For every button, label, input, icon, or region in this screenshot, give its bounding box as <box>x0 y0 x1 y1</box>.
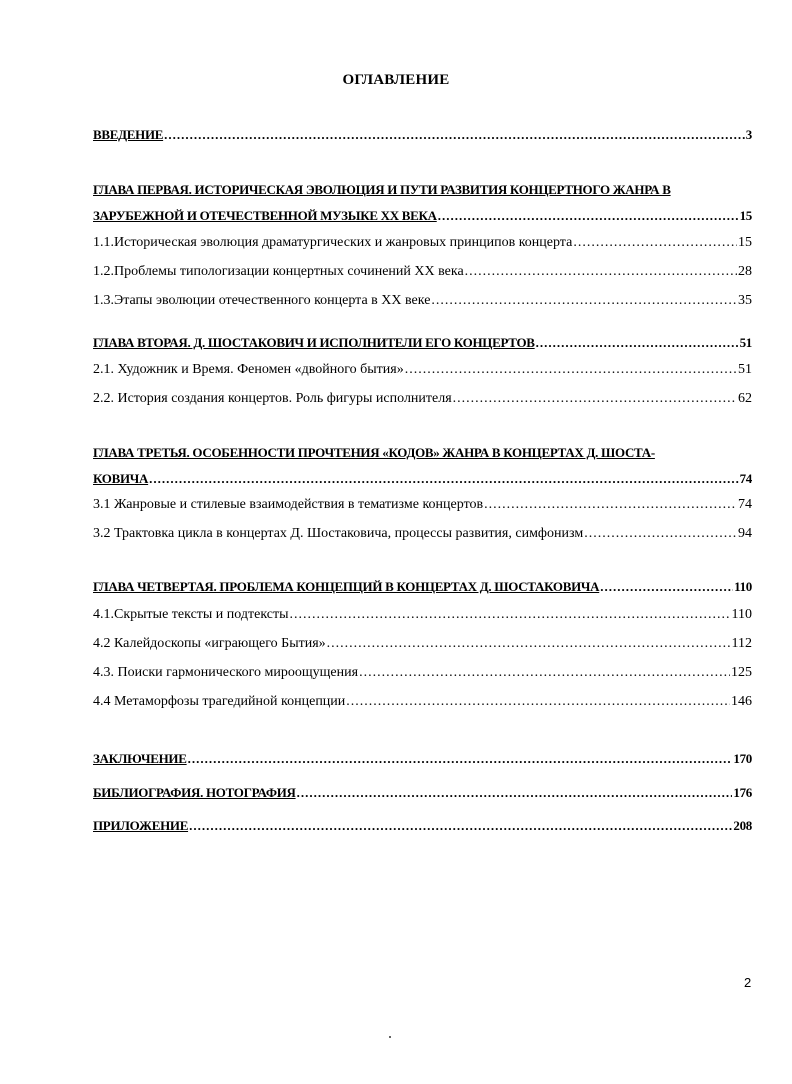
dot-leader <box>465 264 737 280</box>
toc-chapter-4[interactable] <box>93 579 752 595</box>
toc-section-4-3[interactable] <box>93 665 752 681</box>
toc-entry-text: 1.2.Проблемы типологизации концертных сочинений XX века <box>93 264 464 279</box>
dot-leader <box>359 665 730 681</box>
toc-entry-page: 35 <box>738 293 752 308</box>
toc-section-1-1[interactable] <box>93 235 752 251</box>
toc-entry-page: 146 <box>731 694 752 709</box>
toc-section-4-4[interactable] <box>93 694 752 710</box>
toc-entry-page: 15 <box>739 208 752 223</box>
toc-section-4-2[interactable] <box>93 636 752 652</box>
toc-entry-page: 110 <box>734 579 752 594</box>
toc-section-1-2[interactable] <box>93 264 752 280</box>
toc-entry-page: 51 <box>738 362 752 377</box>
toc-entry-page: 110 <box>731 607 752 622</box>
toc-entry-page: 112 <box>731 636 752 651</box>
toc-chapter-2[interactable] <box>93 335 752 351</box>
dot-leader <box>431 293 737 309</box>
toc-entry-page: 15 <box>738 235 752 250</box>
toc-entry-page: 74 <box>739 471 752 486</box>
toc-entry-conclusion[interactable] <box>93 751 752 767</box>
dot-leader <box>453 391 737 407</box>
toc-entry-text: 2.2. История создания концертов. Роль фигуры исполнителя <box>93 391 452 406</box>
dot-leader <box>149 471 738 487</box>
toc-entry-text: ГЛАВА ВТОРАЯ. Д. ШОСТАКОВИЧ И ИСПОЛНИТЕЛИ ЕГО КОНЦЕРТОВ <box>93 335 535 350</box>
toc-section-2-2[interactable] <box>93 391 752 407</box>
toc-chapter-3-title-line-2[interactable] <box>93 471 752 487</box>
toc-chapter-1-title-line-2[interactable] <box>93 208 752 224</box>
dot-leader <box>573 235 737 251</box>
toc-chapter-3-title-line-1[interactable] <box>93 445 752 461</box>
toc-section-4-1[interactable] <box>93 607 752 623</box>
dot-leader <box>438 208 739 224</box>
toc-entry-text: 1.1.Историческая эволюция драматургических и жанровых принципов концерта <box>93 235 573 250</box>
toc-section-3-2[interactable] <box>93 526 752 542</box>
toc-entry-page: 170 <box>733 751 752 766</box>
toc-section-3-1[interactable] <box>93 497 752 513</box>
dot-leader <box>584 526 737 542</box>
toc-entry-text: ГЛАВА ТРЕТЬЯ. ОСОБЕННОСТИ ПРОЧТЕНИЯ «КОДОВ» ЖАНРА В КОНЦЕРТАХ Д. ШОСТА- <box>93 445 655 460</box>
toc-entry-page: 208 <box>733 818 752 833</box>
dot-leader <box>297 785 733 801</box>
dot-leader <box>290 607 731 623</box>
dot-leader <box>346 694 730 710</box>
toc-entry-text: 2.1. Художник и Время. Феномен «двойного бытия» <box>93 362 404 377</box>
toc-entry-page: 74 <box>738 497 752 512</box>
toc-entry-text: ГЛАВА ЧЕТВЕРТАЯ. ПРОБЛЕМА КОНЦЕПЦИЙ В КОНЦЕРТАХ Д. ШОСТАКОВИЧА <box>93 579 600 594</box>
dot-leader <box>188 751 733 767</box>
toc-entry-text: 4.1.Скрытые тексты и подтексты <box>93 607 289 622</box>
toc-entry-appendix[interactable] <box>93 818 752 834</box>
toc-entry-page: 176 <box>733 785 752 800</box>
dot-leader <box>189 818 732 834</box>
toc-entry-page: 3 <box>745 127 752 142</box>
toc-entry-text: ПРИЛОЖЕНИЕ <box>93 818 189 833</box>
toc-entry-page: 28 <box>738 264 752 279</box>
toc-entry-page: 125 <box>731 665 752 680</box>
toc-entry-text: 4.3. Поиски гармонического мироощущения <box>93 665 359 680</box>
scan-speck <box>389 1036 391 1038</box>
toc-entry-text: ЗАРУБЕЖНОЙ И ОТЕЧЕСТВЕННОЙ МУЗЫКЕ XX ВЕКА <box>93 208 437 223</box>
toc-section-1-3[interactable] <box>93 293 752 309</box>
dot-leader <box>164 127 745 143</box>
toc-entry-page: 51 <box>739 335 752 350</box>
toc-entry-text: БИБЛИОГРАФИЯ. НОТОГРАФИЯ <box>93 785 296 800</box>
toc-entry-page: 62 <box>738 391 752 406</box>
toc-entry-text: 3.2 Трактовка цикла в концертах Д. Шостаковича, процессы развития, симфонизм <box>93 526 584 541</box>
toc-entry-text: ЗАКЛЮЧЕНИЕ <box>93 751 187 766</box>
toc-entry-text: 3.1 Жанровые и стилевые взаимодействия в тематизме концертов <box>93 497 484 512</box>
toc-entry-text: 1.3.Этапы эволюции отечественного концерта в XX веке <box>93 293 431 308</box>
toc-entry-text: ГЛАВА ПЕРВАЯ. ИСТОРИЧЕСКАЯ ЭВОЛЮЦИЯ И ПУТИ РАЗВИТИЯ КОНЦЕРТНОГО ЖАНРА В <box>93 182 671 197</box>
dot-leader <box>536 335 739 351</box>
page-number: 2 <box>744 975 752 990</box>
toc-entry-text: КОВИЧА <box>93 471 149 486</box>
dot-leader <box>484 497 737 513</box>
toc-entry-text: 4.2 Калейдоскопы «играющего Бытия» <box>93 636 326 651</box>
dot-leader <box>327 636 731 652</box>
dot-leader <box>405 362 737 378</box>
dot-leader <box>600 579 733 595</box>
page-title: ОГЛАВЛЕНИЕ <box>342 72 450 88</box>
toc-section-2-1[interactable] <box>93 362 752 378</box>
toc-chapter-1-title-line-1[interactable] <box>93 182 752 198</box>
toc-entry-text: ВВЕДЕНИЕ <box>93 127 164 142</box>
toc-entry-text: 4.4 Метаморфозы трагедийной концепции <box>93 694 346 709</box>
toc-entry-bibliography[interactable] <box>93 785 752 801</box>
toc-entry-introduction[interactable] <box>93 127 752 143</box>
toc-entry-page: 94 <box>738 526 752 541</box>
